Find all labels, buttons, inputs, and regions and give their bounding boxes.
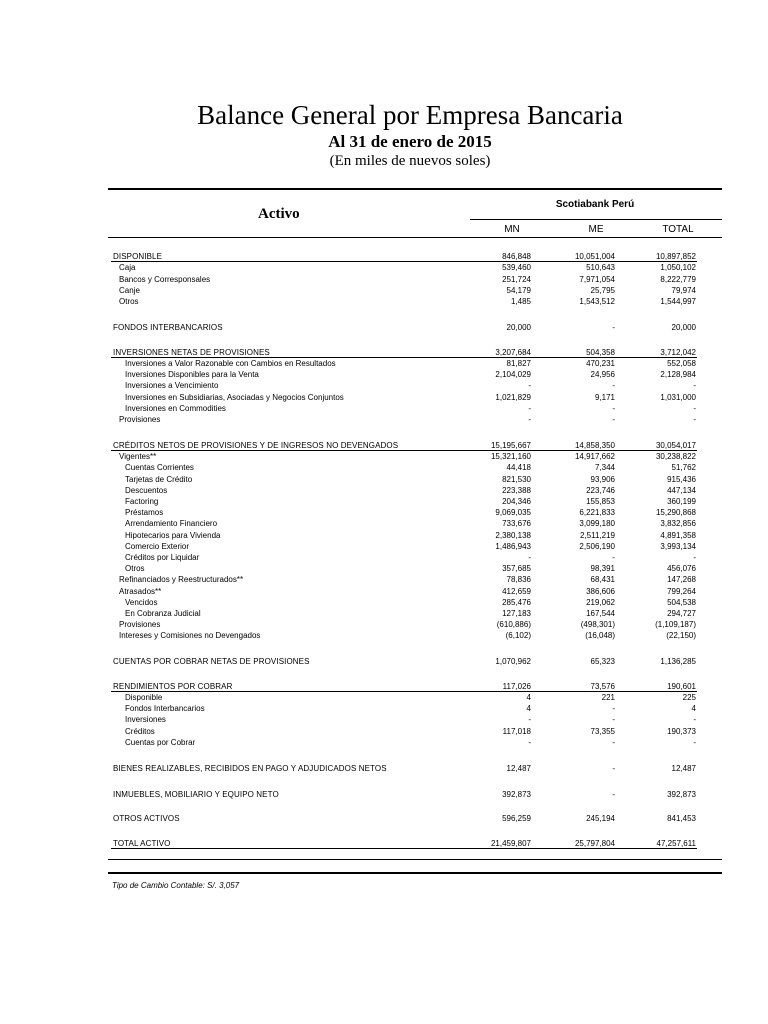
cell-me: 73,355 <box>590 727 615 736</box>
table-top-rule <box>108 188 722 190</box>
cell-total: 47,257,611 <box>656 839 696 848</box>
row-label: Otros <box>125 564 145 573</box>
cell-total: 3,712,042 <box>660 348 696 357</box>
cell-total: 15,290,868 <box>655 508 696 517</box>
row-rule <box>111 848 697 849</box>
bank-header-rule <box>470 219 722 220</box>
cell-me: - <box>612 764 615 773</box>
row-label: Descuentos <box>125 486 168 495</box>
cell-total: 3,993,134 <box>660 542 696 551</box>
row-label: Inversiones Disponibles para la Venta <box>125 370 259 379</box>
table-row <box>0 285 768 296</box>
table-row <box>0 369 768 380</box>
cell-me: 14,917,662 <box>574 452 615 461</box>
cell-mn: - <box>528 381 531 390</box>
row-label: Créditos <box>125 727 155 736</box>
column-header-me: ME <box>588 224 604 235</box>
cell-mn: 821,530 <box>502 475 531 484</box>
table-row <box>0 414 768 425</box>
cell-mn: 596,259 <box>502 814 531 823</box>
table-row <box>0 714 768 725</box>
cell-mn: 2,380,138 <box>495 531 531 540</box>
row-label: Inversiones en Commodities <box>125 404 226 413</box>
cell-mn: 285,476 <box>502 598 531 607</box>
cell-total: 30,238,822 <box>655 452 696 461</box>
cell-mn: 15,321,160 <box>490 452 531 461</box>
cell-total: 294,727 <box>667 609 696 618</box>
cell-me: 24,956 <box>590 370 615 379</box>
row-label: Refinanciados y Reestructurados** <box>119 575 244 584</box>
table-row <box>0 541 768 552</box>
cell-total: 30,054,017 <box>655 441 696 450</box>
table-row <box>0 380 768 391</box>
table-row <box>0 597 768 608</box>
row-label: Provisiones <box>119 620 161 629</box>
row-label: Fondos Interbancarios <box>125 704 205 713</box>
cell-mn: 1,485 <box>510 297 531 306</box>
row-label: Arrendamiento Financiero <box>125 519 218 528</box>
table-section-row <box>0 681 768 692</box>
row-label: BIENES REALIZABLES, RECIBIDOS EN PAGO Y ADJUDICADOS NETOS <box>113 764 387 773</box>
cell-mn: 1,021,829 <box>495 393 531 402</box>
table-row <box>0 296 768 307</box>
row-label: Inversiones <box>125 715 166 724</box>
cell-mn: (6,102) <box>505 631 531 640</box>
cell-me: 219,062 <box>586 598 615 607</box>
row-label: Tarjetas de Crédito <box>125 475 193 484</box>
units-note: (En miles de nuevos soles) <box>329 153 491 169</box>
table-section-row <box>0 251 768 262</box>
cell-mn: 21,459,807 <box>490 839 531 848</box>
row-label: Bancos y Corresponsales <box>119 275 211 284</box>
cell-total: 915,436 <box>667 475 696 484</box>
row-label: Factoring <box>125 497 159 506</box>
table-row <box>0 563 768 574</box>
column-header-mn: MN <box>504 224 520 235</box>
cell-me: 6,221,833 <box>579 508 615 517</box>
cell-mn: 54,179 <box>506 286 531 295</box>
cell-mn: 9,069,035 <box>495 508 531 517</box>
cell-mn: 1,486,943 <box>495 542 531 551</box>
report-date: Al 31 de enero de 2015 <box>328 132 492 151</box>
cell-mn: 4 <box>526 693 531 702</box>
table-row <box>0 485 768 496</box>
table-row <box>0 692 768 703</box>
table-section-row <box>0 322 768 333</box>
cell-mn: 539,460 <box>502 263 531 272</box>
cell-me: 470,231 <box>586 359 615 368</box>
cell-me: 9,171 <box>594 393 615 402</box>
row-label: Intereses y Comisiones no Devengados <box>119 631 261 640</box>
cell-total: 8,222,779 <box>660 275 696 284</box>
cell-me: 3,099,180 <box>579 519 615 528</box>
table-row <box>0 726 768 737</box>
row-label: DISPONIBLE <box>113 252 163 261</box>
cell-mn: 127,183 <box>502 609 531 618</box>
cell-me: - <box>612 323 615 332</box>
cell-me: - <box>612 381 615 390</box>
cell-total: 4,891,358 <box>660 531 696 540</box>
cell-me: 386,606 <box>586 587 615 596</box>
cell-me: 7,971,054 <box>579 275 615 284</box>
table-row <box>0 586 768 597</box>
cell-me: - <box>612 404 615 413</box>
cell-me: 2,511,219 <box>580 531 615 540</box>
cell-me: 93,906 <box>590 475 615 484</box>
table-section-row <box>0 813 768 824</box>
exchange-rate-note: Tipo de Cambio Contable: S/. 3,057 <box>112 881 240 890</box>
cell-total: 2,128,984 <box>660 370 696 379</box>
cell-me: (498,301) <box>580 620 615 629</box>
cell-total: 190,373 <box>667 727 696 736</box>
row-label: CRÉDITOS NETOS DE PROVISIONES Y DE INGRESOS NO DEVENGADOS <box>113 441 399 450</box>
row-label: FONDOS INTERBANCARIOS <box>113 323 223 332</box>
row-label: Cuentas por Cobrar <box>125 738 196 747</box>
cell-mn: 4 <box>526 704 531 713</box>
table-row <box>0 552 768 563</box>
cell-mn: - <box>528 738 531 747</box>
row-label: Inversiones a Valor Razonable con Cambios en Resultados <box>125 359 336 368</box>
table-row <box>0 619 768 630</box>
row-label: Canje <box>119 286 140 295</box>
cell-me: 68,431 <box>590 575 615 584</box>
cell-mn: 20,000 <box>506 323 531 332</box>
cell-me: 25,797,804 <box>574 839 615 848</box>
table-row <box>0 530 768 541</box>
table-row <box>0 608 768 619</box>
cell-total: 3,832,856 <box>660 519 696 528</box>
cell-total: - <box>693 404 696 413</box>
row-label: Cuentas Corrientes <box>125 463 194 472</box>
cell-me: 98,391 <box>590 564 615 573</box>
cell-total: 1,136,285 <box>660 657 696 666</box>
table-section-row <box>0 838 768 849</box>
cell-mn: 117,026 <box>502 682 531 691</box>
cell-mn: 223,388 <box>502 486 531 495</box>
row-label: INMUEBLES, MOBILIARIO Y EQUIPO NETO <box>113 790 279 799</box>
cell-mn: 81,827 <box>506 359 531 368</box>
row-label: Inversiones a Vencimiento <box>125 381 219 390</box>
cell-me: 167,544 <box>586 609 615 618</box>
cell-me: - <box>612 738 615 747</box>
cell-me: 223,746 <box>586 486 615 495</box>
table-section-row <box>0 789 768 800</box>
table-row <box>0 703 768 714</box>
cell-me: (16,048) <box>585 631 615 640</box>
table-section-row <box>0 347 768 358</box>
cell-total: - <box>693 415 696 424</box>
header-bottom-rule <box>108 237 722 238</box>
cell-me: 2,506,190 <box>579 542 615 551</box>
cell-mn: - <box>528 553 531 562</box>
cell-mn: 117,018 <box>502 727 531 736</box>
cell-mn: 12,487 <box>506 764 531 773</box>
cell-total: 456,076 <box>667 564 696 573</box>
row-label: Caja <box>119 263 136 272</box>
table-row <box>0 496 768 507</box>
cell-total: 392,873 <box>667 790 696 799</box>
row-label: TOTAL ACTIVO <box>113 839 171 848</box>
cell-total: 79,974 <box>671 286 696 295</box>
table-row <box>0 574 768 585</box>
table-row <box>0 274 768 285</box>
section-label: Activo <box>258 206 300 222</box>
row-label: RENDIMIENTOS POR COBRAR <box>113 682 233 691</box>
row-label: Comercio Exterior <box>125 542 190 551</box>
cell-total: 447,134 <box>667 486 696 495</box>
table-section-row <box>0 656 768 667</box>
cell-total: (1,109,187) <box>655 620 696 629</box>
cell-mn: - <box>528 404 531 413</box>
table-row <box>0 262 768 273</box>
cell-total: - <box>693 715 696 724</box>
cell-mn: 846,848 <box>502 252 531 261</box>
cell-total: 1,031,000 <box>660 393 696 402</box>
row-label: INVERSIONES NETAS DE PROVISIONES <box>113 348 270 357</box>
table-row <box>0 403 768 414</box>
row-label: Vigentes** <box>119 452 157 461</box>
cell-me: - <box>612 415 615 424</box>
cell-total: - <box>693 553 696 562</box>
cell-me: 245,194 <box>586 814 615 823</box>
table-row <box>0 474 768 485</box>
cell-me: 7,344 <box>594 463 615 472</box>
cell-mn: 204,346 <box>502 497 531 506</box>
cell-total: 10,897,852 <box>655 252 696 261</box>
cell-me: 1,543,512 <box>579 297 615 306</box>
cell-total: - <box>693 381 696 390</box>
row-label: Disponible <box>125 693 163 702</box>
cell-total: 4 <box>691 704 696 713</box>
cell-mn: 251,724 <box>502 275 531 284</box>
row-label: Inversiones en Subsidiarias, Asociadas y Negocios Conjuntos <box>125 393 344 402</box>
row-label: Créditos por Liquidar <box>125 553 200 562</box>
cell-total: 51,762 <box>671 463 696 472</box>
cell-mn: - <box>528 715 531 724</box>
column-header-total: TOTAL <box>662 224 694 235</box>
row-label: En Cobranza Judicial <box>125 609 201 618</box>
cell-total: 841,453 <box>667 814 696 823</box>
cell-total: 504,538 <box>667 598 696 607</box>
table-row <box>0 462 768 473</box>
cell-total: 1,544,997 <box>660 297 696 306</box>
table-row <box>0 507 768 518</box>
cell-total: 20,000 <box>671 323 696 332</box>
cell-mn: 78,836 <box>506 575 531 584</box>
page-title: Balance General por Empresa Bancaria <box>197 100 623 130</box>
cell-me: - <box>612 704 615 713</box>
table-section-row <box>0 763 768 774</box>
cell-me: 510,643 <box>586 263 615 272</box>
cell-mn: 357,685 <box>502 564 531 573</box>
cell-mn: 15,195,667 <box>490 441 531 450</box>
cell-mn: 2,104,029 <box>495 370 531 379</box>
cell-me: 65,323 <box>590 657 615 666</box>
row-label: Atrasados** <box>119 587 162 596</box>
cell-mn: 392,873 <box>502 790 531 799</box>
row-label: OTROS ACTIVOS <box>113 814 180 823</box>
cell-mn: 44,418 <box>506 463 531 472</box>
table-end-rule-2 <box>108 872 722 874</box>
cell-total: 799,264 <box>667 587 696 596</box>
cell-mn: 412,659 <box>502 587 531 596</box>
cell-me: - <box>612 553 615 562</box>
row-label: Hipotecarios para Vivienda <box>125 531 221 540</box>
table-end-rule-1 <box>108 859 722 860</box>
cell-mn: (610,886) <box>496 620 531 629</box>
cell-me: - <box>612 790 615 799</box>
bank-name: Scotiabank Perú <box>555 199 635 210</box>
table-section-row <box>0 440 768 451</box>
cell-total: - <box>693 738 696 747</box>
table-row <box>0 737 768 748</box>
row-label: Provisiones <box>119 415 161 424</box>
row-label: Otros <box>119 297 139 306</box>
cell-mn: - <box>528 415 531 424</box>
cell-mn: 3,207,684 <box>495 348 531 357</box>
cell-me: 14,858,350 <box>574 441 615 450</box>
row-label: Vencidos <box>125 598 158 607</box>
cell-total: 225 <box>682 693 696 702</box>
table-row <box>0 518 768 529</box>
cell-me: 10,051,004 <box>574 252 615 261</box>
table-row <box>0 451 768 462</box>
cell-total: 190,601 <box>667 682 696 691</box>
cell-me: 221 <box>601 693 615 702</box>
cell-me: 73,576 <box>590 682 615 691</box>
table-row <box>0 392 768 403</box>
cell-total: 12,487 <box>671 764 696 773</box>
cell-mn: 733,676 <box>502 519 531 528</box>
cell-me: - <box>612 715 615 724</box>
row-label: CUENTAS POR COBRAR NETAS DE PROVISIONES <box>113 657 310 666</box>
cell-mn: 1,070,962 <box>495 657 531 666</box>
cell-total: 552,058 <box>667 359 696 368</box>
cell-me: 25,795 <box>590 286 615 295</box>
cell-total: 147,268 <box>667 575 696 584</box>
table-row <box>0 630 768 641</box>
row-label: Préstamos <box>125 508 164 517</box>
cell-me: 155,853 <box>586 497 615 506</box>
cell-total: 1,050,102 <box>660 263 696 272</box>
cell-total: (22,150) <box>666 631 696 640</box>
cell-me: 504,358 <box>586 348 615 357</box>
cell-total: 360,199 <box>667 497 696 506</box>
table-row <box>0 358 768 369</box>
